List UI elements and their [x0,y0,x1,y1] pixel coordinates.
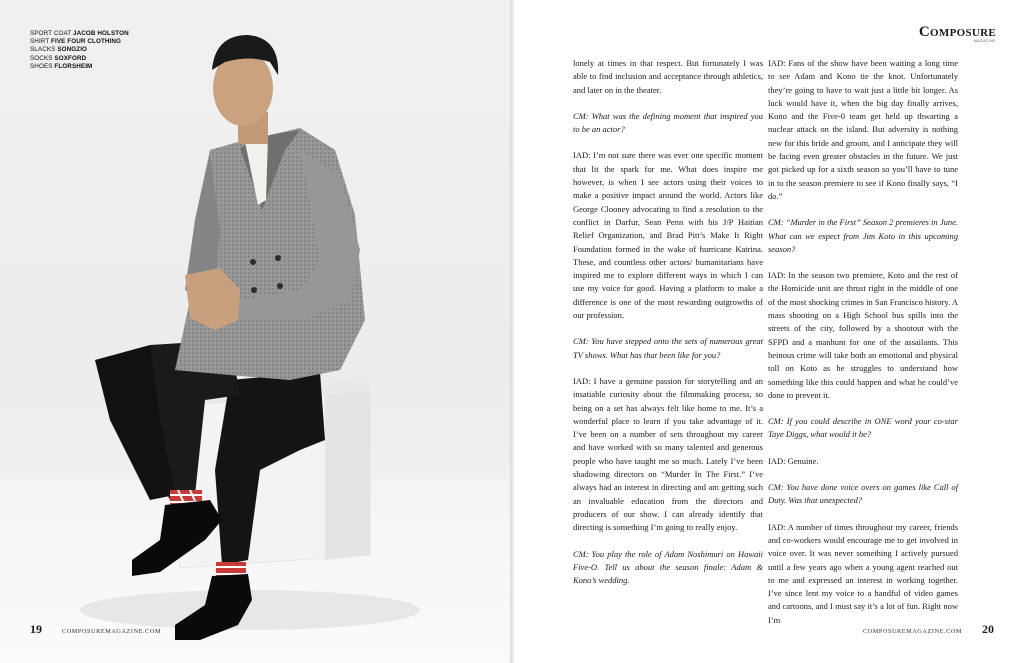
credit-line: SPORT COAT JACOB HOLSTON [30,30,129,37]
left-footer-site: COMPOSUREMAGAZINE.COM [62,628,162,635]
question-paragraph: CM: What was the defining moment that inspired you to be an actor? [573,110,763,135]
right-footer-site: COMPOSUREMAGAZINE.COM [862,628,962,635]
question-paragraph: CM: You have done voice overs on games like Call of Duty. Was that unexpected? [768,482,958,506]
credit-line: SOCKS SOXFORD [30,54,87,62]
credit-line: SHOES FLORSHEIM [30,62,93,70]
answer-paragraph: IAD: Genuine. [768,455,819,466]
right-page-number: 20 [982,622,994,636]
question-paragraph: CM: You play the role of Adam Noshimuri on Hawaii Five-O. Tell us about the season finale: Adam & Kono’s wedding. [573,548,763,586]
question-paragraph: CM: You have stepped onto the sets of numerous great TV shows. What has that been like for you? [573,336,763,360]
credit-line: SHIRT FIVE FOUR CLOTHING [30,38,122,46]
article-column-2 [768,57,958,640]
answer-paragraph: IAD: Fans of the show have been waiting a long time to see Adam and Kono tie the knot. Unfortunately they’re going to have to wait just a little bit longer. As luck would have it, when the big day finally arrives, Kono and the Five-0 team get held up thwarting a nuclear attack on the island. But adversity is nothing new for this bride and groom, and I anticipate they will be facing even greater obstacles in the future. We just got picked up for a sixth season so you’ll have to tune in to the season premiere to see if Kono finally says, “I do.” [768,58,958,201]
answer-paragraph: IAD: I have a genuine passion for storytelling and an insatiable curiosity about the filmmaking process, so being on a set has always felt like home to me. It’s a wonderful place to learn if you take advantage of it. I’ve been on a number of sets throughout my career and have worked with so many talented and generous people who have taught me so much. Lately I’ve been shadowing directors on “Murder In The First.” I’ve always had an interest in directing and am getting such an invaluable education from the directors and producers of our show. I can already identify that directing is something I’m going to really enjoy. [573,375,763,533]
question-paragraph: CM: “Murder in the First” Season 2 premieres in June. What can we expect from Jim Koto in this upcoming season? [768,217,958,254]
credit-line: SLACKS SONGZIO [30,46,88,54]
answer-paragraph: IAD: In the season two premiere, Koto and the rest of the Homicide unit are thrust right in the middle of one of the most shocking crimes in San Francisco history. A mass shooting on a High School bus spills into the streets of the city, followed by a shootout with the SFPD and a manhunt for one of the assailants. This heinous crime will take both an emotional and physical toll on Koto as he struggles to understand how something like this could happen and what he could’ve done to prevent it. [768,270,958,400]
magazine-logo: Composure [918,24,996,40]
article-column-1 [573,57,763,600]
left-page-number: 19 [30,622,42,636]
question-paragraph: CM: If you could describe in ONE word your co-star Taye Diggs, what would it be? [768,416,958,440]
wardrobe-credits [30,30,129,71]
answer-paragraph: lonely at times in that respect. But fortunately I was able to find inclusion and acceptance through athletics, and later on in the theater. [573,58,763,95]
masthead [919,24,996,43]
answer-paragraph: IAD: I’m not sure there was ever one specific moment that lit the spark for me. What does inspire me however, is when I see actors using their voices to make a positive impact around the world. Actors like George Clooney advocating to find a resolution to the conflict in Darfur, Sean Penn with his J/P Haitian Relief Organization, and Brad Pitt’s Make It Right Foundation formed in the wake of hurricane Katrina. These, and countless other actors/ humanitarians have inspired me to explore different ways in which I can use my voice for good. Having a platform to make a difference is one of the most rewarding outgrowths of our profession. [573,150,763,321]
answer-paragraph: IAD: A number of times throughout my career, friends and co-workers would encourage me to get involved in voice over. It was never something I actively pursued until a few years ago when a young agent reached out to me and expressed an interest in working together. I’ve since lent my voice to a handful of video games and cartoons, and I must say it’s a lot of fun. Right now I’m [768,521,958,625]
magazine-logo-sub: MAGAZINE [973,39,996,43]
